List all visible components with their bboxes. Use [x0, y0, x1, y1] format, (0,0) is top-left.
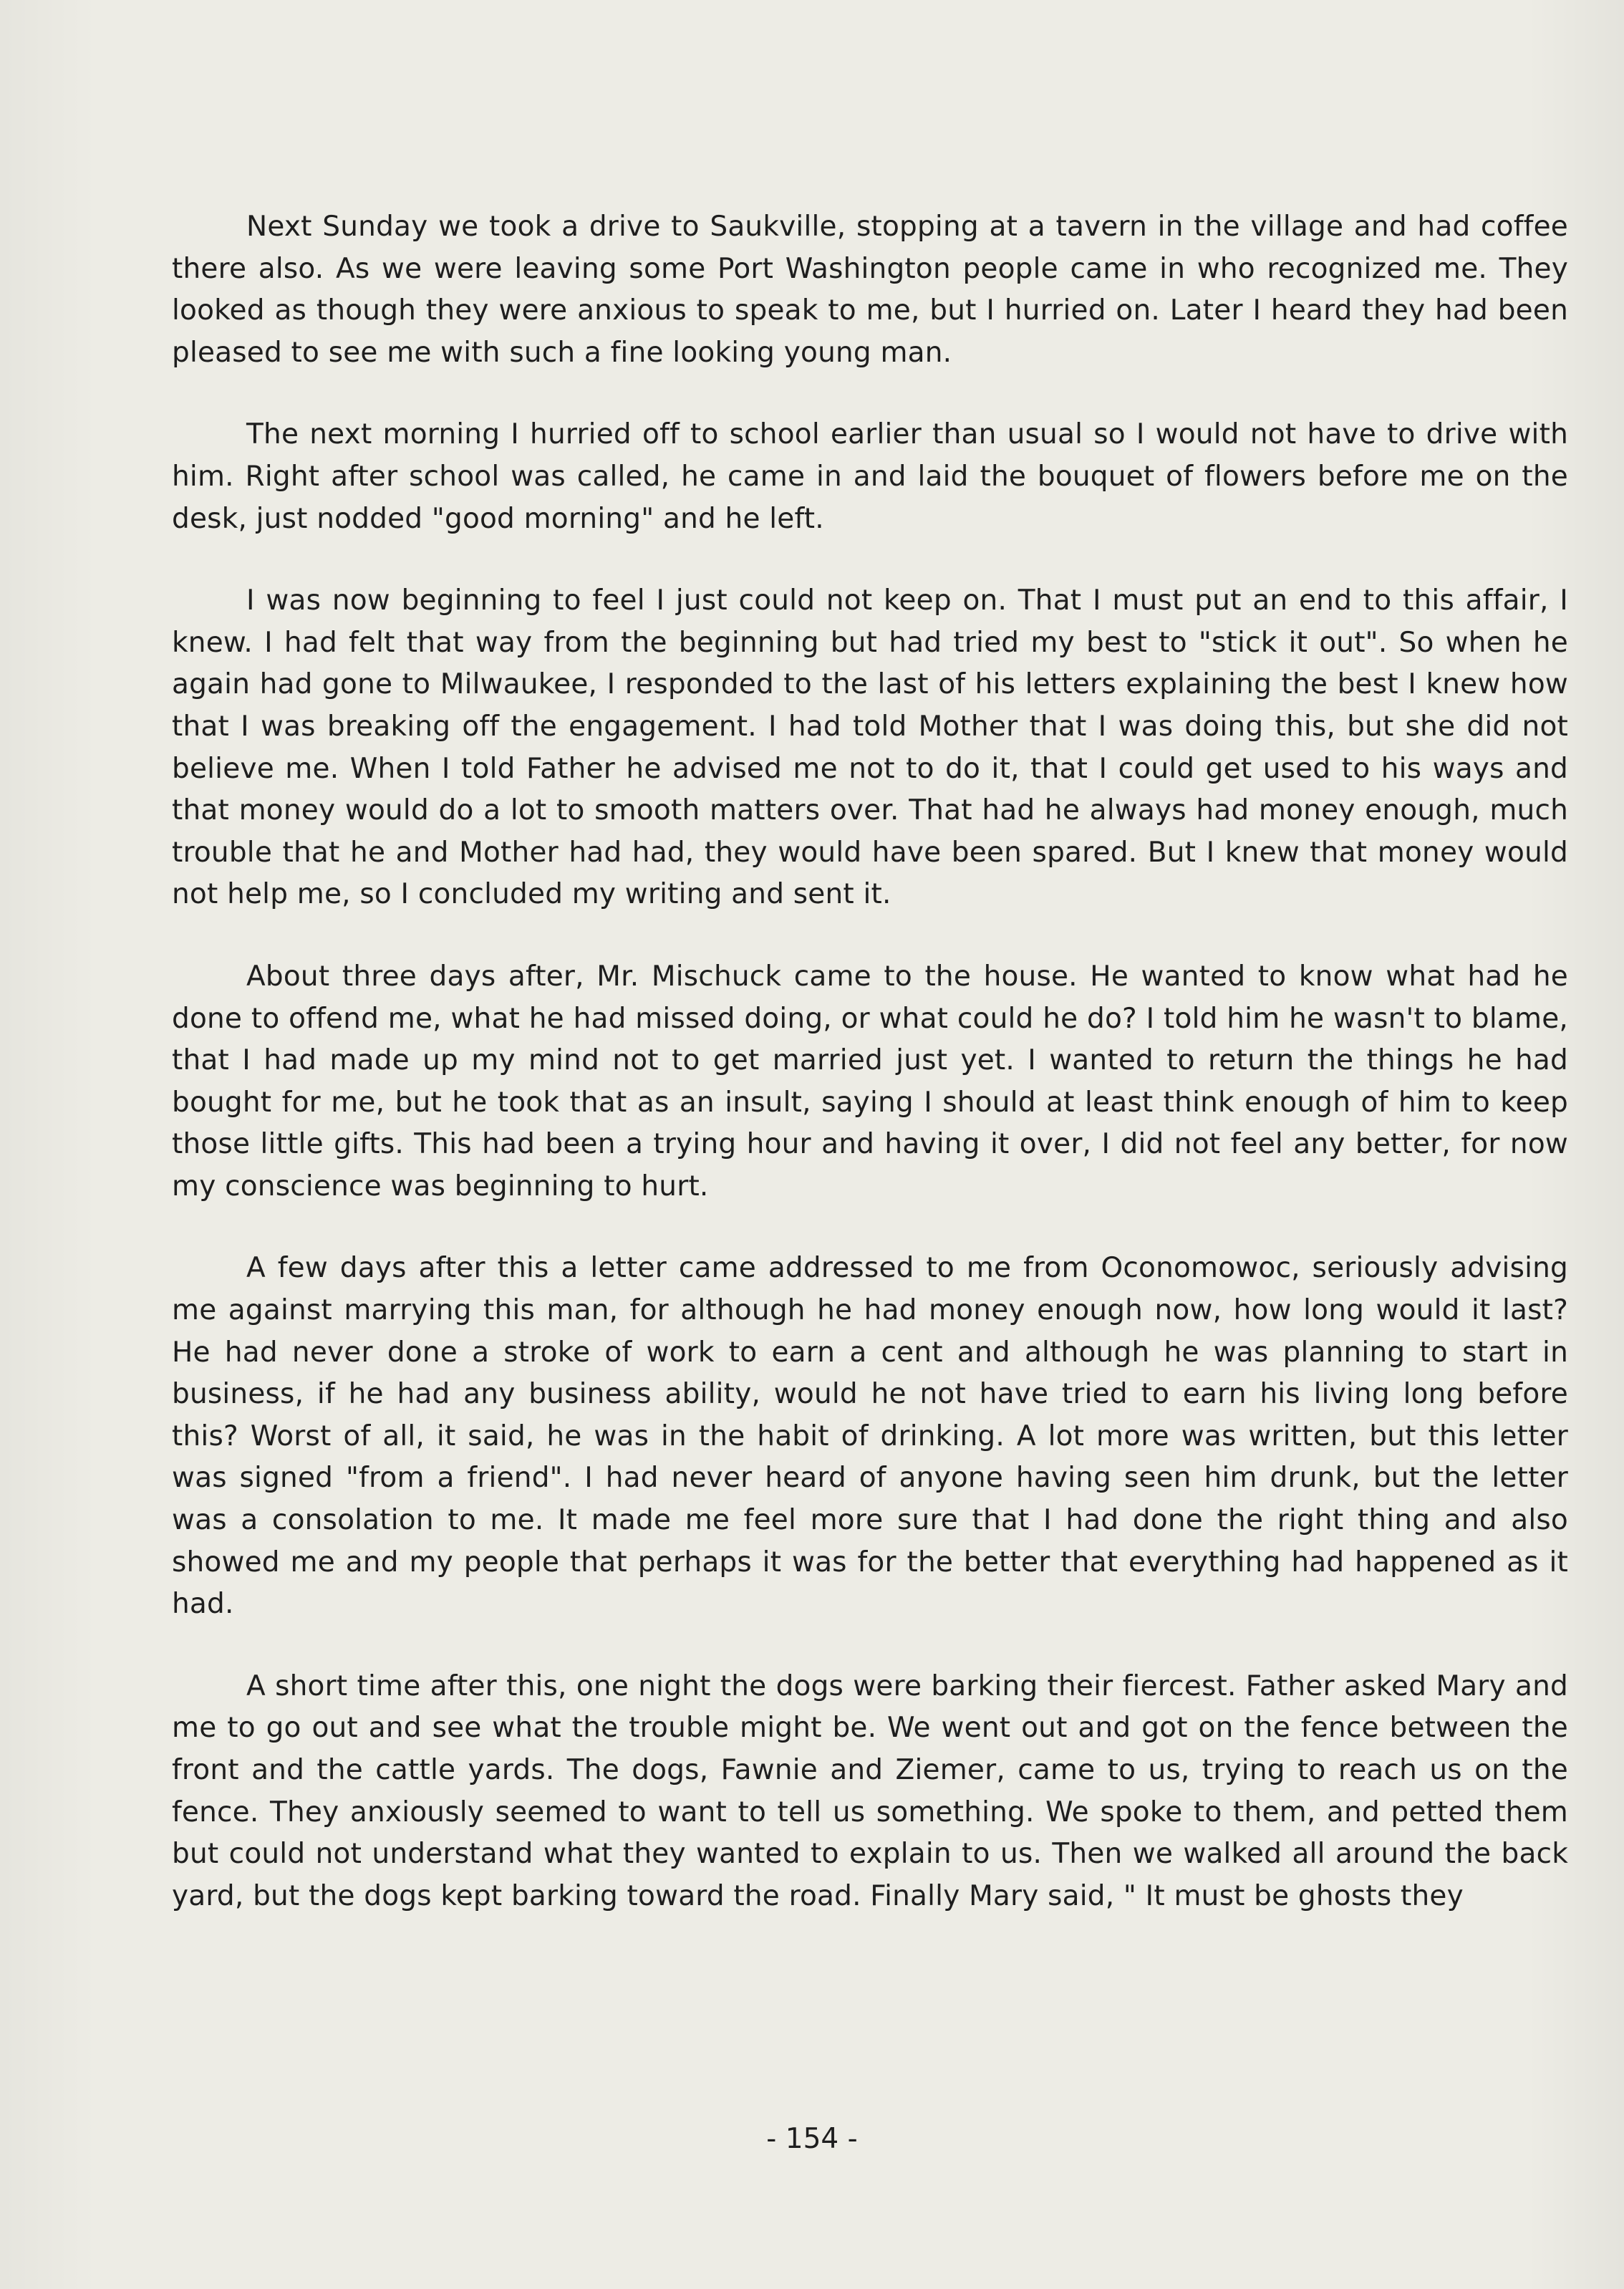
paragraph-4: About three days after, Mr. Mischuck came to the house. He wanted to know what had he done to offend me, what he had missed doing, or what could he do? I told him he wasn't to blame, that I had made up my mind not to get married just yet. I wanted to return the things he had bought for me, but he took that as an insult, saying I should at least think enough of him to keep those little gifts. This had been a trying hour and having it over, I did not feel any better, for now my conscience was beginning to hurt. — [172, 960, 1568, 1203]
paragraph-1: Next Sunday we took a drive to Saukville, stopping at a tavern in the village and had coffee there also. As we were leaving some Port Washington people came in who recognized me. They looked as though they were anxious to speak to me, but I hurried on. Later I heard they had been pleased to see me with such a fine looking young man. — [172, 211, 1568, 369]
paragraph-3: I was now beginning to feel I just could not keep on. That I must put an end to this affair, I knew. I had felt that way from the beginning but had tried my best to "stick it out". So when he again had gone to Milwaukee, I responded to the last of his letters explaining the best I knew how that I was breaking off the engagement. I had told Mother that I was doing this, but she did not believe me. When I told Father he advised me not to do it, that I could get used to his ways and that money would do a lot to smooth matters over. That had he always had money enough, much trouble that he and Mother had had, they would have been spared. But I knew that money would not help me, so I concluded my writing and sent it. — [172, 584, 1568, 911]
paragraph-6: A short time after this, one night the dogs were barking their fiercest. Father asked Mary and me to go out and see what the trouble might be. We went out and got on the fence between the front and the cattle yards. The dogs, Fawnie and Ziemer, came to us, trying to reach us on the fence. They anxiously seemed to want to tell us something. We spoke to them, and petted them but could not understand what they wanted to explain to us. Then we walked all around the back yard, but the dogs kept barking toward the road. Finally Mary said, " It must be ghosts they — [172, 1669, 1568, 1912]
page-number: - 154 - — [766, 2123, 858, 2155]
body-text — [172, 206, 1568, 1917]
paragraph-2: The next morning I hurried off to school earlier than usual so I would not have to drive with him. Right after school was called, he came in and laid the bouquet of flowers before me on the desk, just nodded "good morning" and he left. — [172, 418, 1568, 535]
paragraph-5: A few days after this a letter came addressed to me from Oconomowoc, seriously advising me against marrying this man, for although he had money enough now, how long would it last? He had never done a stroke of work to earn a cent and although he was planning to start in business, if he had any business ability, would he not have tried to earn his living long before this? Worst of all, it said, he was in the habit of drinking. A lot more was written, but this letter was signed "from a friend". I had never heard of anyone having seen him drunk, but the letter was a consolation to me. It made me feel more sure that I had done the right thing and also showed me and my people that perhaps it was for the better that everything had happened as it had. — [172, 1252, 1568, 1621]
